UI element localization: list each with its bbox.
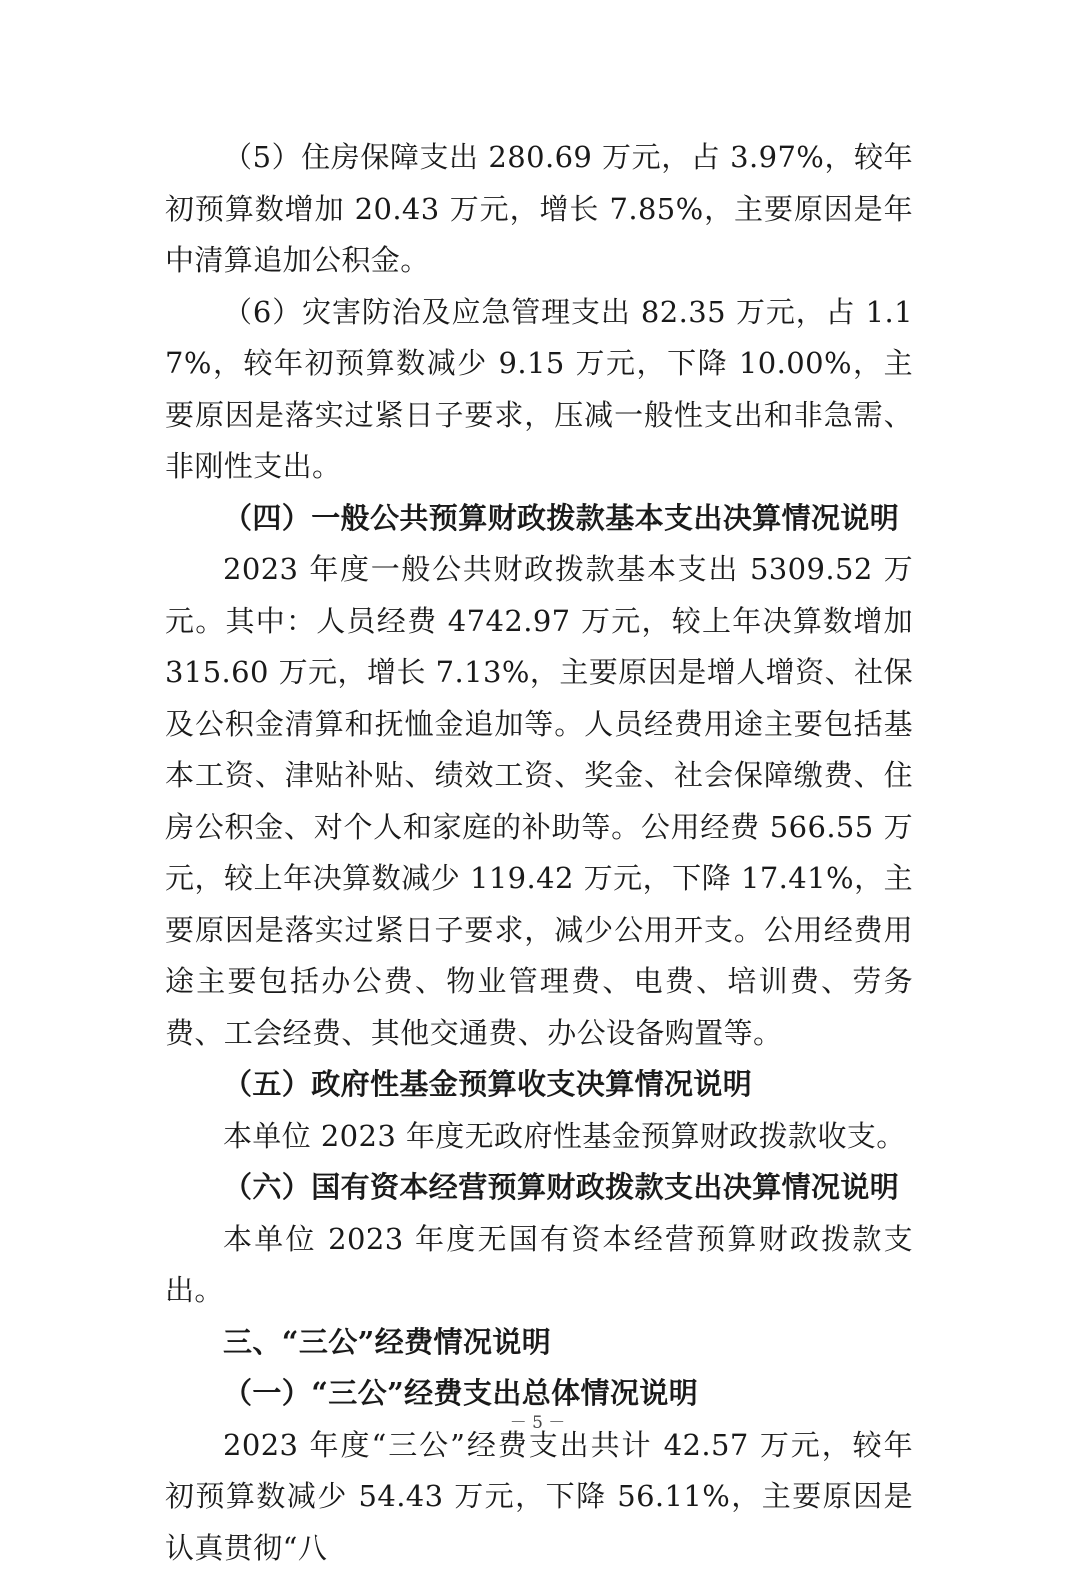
paragraph-state-capital: 本单位 2023 年度无国有资本经营预算财政拨款支出。 [165,1214,913,1317]
heading-state-capital: （六）国有资本经营预算财政拨款支出决算情况说明 [165,1162,913,1214]
paragraph-housing-expenditure: （5）住房保障支出 280.69 万元，占 3.97%，较年初预算数增加 20.43 万元，增长 7.85%，主要原因是年中清算追加公积金。 [165,132,913,287]
heading-three-public-expenses: 三、“三公”经费情况说明 [165,1317,913,1369]
document-body [165,132,913,1574]
heading-basic-expenditure: （四）一般公共预算财政拨款基本支出决算情况说明 [165,493,913,545]
paragraph-government-fund: 本单位 2023 年度无政府性基金预算财政拨款收支。 [165,1111,913,1163]
paragraph-disaster-prevention-expenditure: （6）灾害防治及应急管理支出 82.35 万元，占 1.17%，较年初预算数减少 9.15 万元，下降 10.00%，主要原因是落实过紧日子要求，压减一般性支出和非急需、非刚性支出。 [165,287,913,493]
paragraph-basic-expenditure: 2023 年度一般公共财政拨款基本支出 5309.52 万元。其中：人员经费 4742.97 万元，较上年决算数增加 315.60 万元，增长 7.13%，主要原因是增人增资、社保及公积金清算和抚恤金追加等。人员经费用途主要包括基本工资、津贴补贴、绩效工资、奖金、社会保障缴费、住房公积金、对个人和家庭的补助等。公用经费 566.55 万元，较上年决算数减少 119.42 万元，下降 17.41%，主要原因是落实过紧日子要求，减少公用开支。公用经费用途主要包括办公费、物业管理费、电费、培训费、劳务费、工会经费、其他交通费、办公设备购置等。 [165,544,913,1059]
page-number: － 5 － [0,1408,1075,1433]
heading-three-public-overall: （一）“三公”经费支出总体情况说明 [165,1368,913,1420]
paragraph-three-public-overall: 2023 年度“三公”经费支出共计 42.57 万元，较年初预算数减少 54.43 万元，下降 56.11%，主要原因是认真贯彻“八 [165,1420,913,1574]
heading-government-fund: （五）政府性基金预算收支决算情况说明 [165,1059,913,1111]
